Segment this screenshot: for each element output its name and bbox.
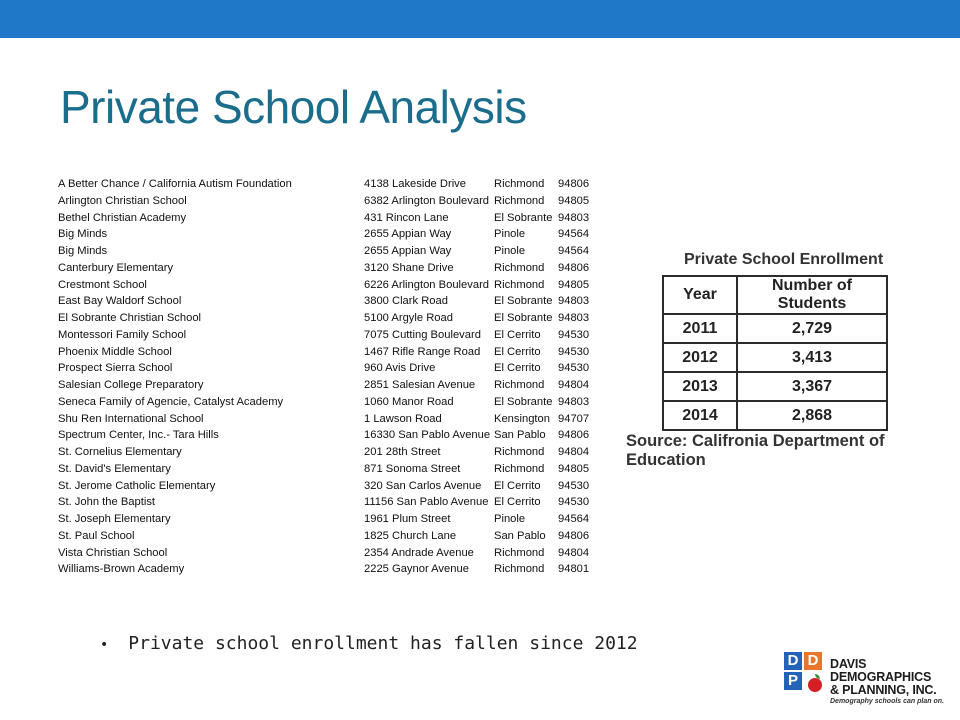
school-zip: 94806 — [558, 178, 590, 190]
school-zip: 94707 — [558, 412, 590, 425]
school-city: Pinole — [494, 228, 526, 241]
school-zip: 94804 — [558, 446, 590, 458]
school-address: 431 Rincon Lane — [364, 211, 449, 224]
slide-title: Private School Analysis — [60, 81, 527, 133]
school-city: El Sobrante — [494, 395, 553, 408]
school-name: A Better Chance / California Autism Foundation — [58, 178, 292, 190]
school-name: Crestmont School — [58, 278, 147, 291]
school-address: 320 San Carlos Avenue — [364, 479, 482, 492]
school-city: El Cerrito — [494, 496, 541, 509]
school-name: Canterbury Elementary — [58, 261, 174, 274]
logo-line-1: DAVIS — [830, 657, 867, 671]
enrollment-year: 2011 — [663, 314, 737, 343]
enrollment-year: 2014 — [663, 401, 737, 430]
school-name: Williams-Brown Academy — [58, 563, 185, 576]
school-name: Salesian College Preparatory — [58, 379, 204, 391]
school-address: 6382 Arlington Boulevard — [364, 194, 490, 207]
school-address: 960 Avis Drive — [364, 362, 436, 375]
enrollment-students: 2,729 — [737, 314, 887, 343]
school-city: Richmond — [494, 563, 545, 576]
school-zip: 94803 — [558, 395, 590, 408]
school-zip: 94804 — [558, 379, 590, 391]
school-zip: 94530 — [558, 479, 590, 492]
bullet-text: Private school enrollment has fallen since 2012 — [128, 633, 638, 654]
year-column-header: Year — [663, 276, 737, 314]
school-city: El Cerrito — [494, 479, 541, 492]
enrollment-students: 3,367 — [737, 372, 887, 401]
school-address: 3120 Shane Drive — [364, 261, 454, 274]
school-zip: 94806 — [558, 429, 590, 442]
school-zip: 94805 — [558, 462, 590, 475]
apple-icon — [808, 678, 822, 692]
school-zip: 94805 — [558, 278, 590, 291]
school-city: Richmond — [494, 261, 545, 274]
school-address: 2655 Appian Way — [364, 228, 452, 241]
top-accent-bar — [0, 0, 960, 38]
school-address: 2655 Appian Way — [364, 245, 452, 257]
enrollment-year: 2013 — [663, 372, 737, 401]
school-name: El Sobrante Christian School — [58, 312, 202, 324]
enrollment-header-row — [663, 276, 887, 314]
school-zip: 94530 — [558, 362, 590, 375]
school-zip: 94530 — [558, 328, 590, 341]
school-name: Montessori Family School — [58, 328, 187, 341]
logo-tagline: Demography schools can plan on. — [830, 698, 944, 705]
school-city: El Sobrante — [494, 312, 553, 324]
school-city: Kensington — [494, 412, 550, 425]
school-address: 201 28th Street — [364, 446, 441, 458]
school-zip: 94806 — [558, 261, 590, 274]
school-name: St. Paul School — [58, 529, 135, 542]
school-address: 1 Lawson Road — [364, 412, 442, 425]
school-city: El Sobrante — [494, 211, 553, 224]
bullet-item — [100, 633, 638, 654]
school-name: Seneca Family of Agencie, Catalyst Academy — [58, 395, 284, 408]
school-city: Richmond — [494, 462, 545, 475]
school-name: Prospect Sierra School — [58, 362, 173, 375]
school-address: 16330 San Pablo Avenue — [364, 429, 491, 442]
school-name: Bethel Christian Academy — [58, 211, 187, 224]
school-name: Big Minds — [58, 228, 108, 241]
school-name: St. Cornelius Elementary — [58, 446, 182, 458]
school-city: El Cerrito — [494, 328, 541, 341]
school-city: Richmond — [494, 278, 545, 291]
school-address: 1467 Rifle Range Road — [364, 345, 481, 358]
school-city: Richmond — [494, 178, 545, 190]
enrollment-row — [663, 372, 887, 401]
enrollment-source: Source: Califronia Department of Education — [626, 432, 885, 469]
enrollment-row — [663, 314, 887, 343]
school-address: 1961 Plum Street — [364, 513, 451, 525]
school-address: 3800 Clark Road — [364, 295, 448, 308]
logo-letter-d1: D — [784, 652, 802, 670]
school-zip: 94806 — [558, 529, 590, 542]
school-address: 2851 Salesian Avenue — [364, 379, 476, 391]
school-zip: 94803 — [558, 295, 590, 308]
school-name: St. David's Elementary — [58, 462, 171, 475]
school-city: El Cerrito — [494, 362, 541, 375]
school-name: St. John the Baptist — [58, 496, 156, 509]
school-address: 2354 Andrade Avenue — [364, 546, 474, 559]
school-name: Phoenix Middle School — [58, 345, 172, 358]
school-zip: 94805 — [558, 194, 590, 207]
school-zip: 94803 — [558, 312, 590, 324]
school-address: 4138 Lakeside Drive — [364, 178, 466, 190]
students-column-header: Number of Students — [737, 276, 887, 314]
school-city: Richmond — [494, 379, 545, 391]
school-zip: 94803 — [558, 211, 590, 224]
school-city: Pinole — [494, 513, 526, 525]
school-name: Big Minds — [58, 245, 108, 257]
logo-line-3: & PLANNING, INC. — [830, 683, 937, 697]
enrollment-students: 2,868 — [737, 401, 887, 430]
enrollment-table-title: Private School Enrollment — [684, 251, 884, 268]
school-address: 5100 Argyle Road — [364, 312, 453, 324]
school-city: El Sobrante — [494, 295, 553, 308]
school-name: Vista Christian School — [58, 546, 168, 559]
school-name: St. Jerome Catholic Elementary — [58, 479, 216, 492]
enrollment-row — [663, 343, 887, 372]
school-zip: 94530 — [558, 496, 590, 509]
logo-text — [830, 658, 944, 707]
school-address: 1825 Church Lane — [364, 529, 457, 542]
school-address: 6226 Arlington Boulevard — [364, 278, 490, 291]
school-city: San Pablo — [494, 429, 546, 442]
enrollment-row — [663, 401, 887, 430]
school-zip: 94801 — [558, 563, 590, 576]
school-address: 1060 Manor Road — [364, 395, 454, 408]
logo-letter-d2: D — [804, 652, 822, 670]
school-city: Richmond — [494, 446, 545, 458]
school-address: 871 Sonoma Street — [364, 462, 461, 475]
school-address: 7075 Cutting Boulevard — [364, 328, 481, 341]
logo-line-2: DEMOGRAPHICS — [830, 670, 932, 684]
school-city: San Pablo — [494, 529, 546, 542]
school-zip: 94804 — [558, 546, 590, 559]
school-city: Pinole — [494, 245, 526, 257]
school-name: Arlington Christian School — [58, 194, 187, 207]
school-name: East Bay Waldorf School — [58, 295, 182, 308]
school-zip: 94564 — [558, 228, 590, 241]
school-city: El Cerrito — [494, 345, 541, 358]
school-zip: 94564 — [558, 513, 590, 525]
enrollment-students: 3,413 — [737, 343, 887, 372]
logo-letter-p: P — [784, 672, 802, 690]
school-name: Spectrum Center, Inc.- Tara Hills — [58, 429, 219, 442]
school-name: Shu Ren International School — [58, 412, 204, 425]
bullet-dot-icon: • — [100, 637, 109, 653]
school-name: St. Joseph Elementary — [58, 513, 171, 525]
company-logo — [784, 650, 954, 710]
enrollment-table — [662, 275, 888, 431]
school-address: 11156 San Pablo Avenue — [364, 496, 489, 509]
school-address: 2225 Gaynor Avenue — [364, 563, 469, 576]
enrollment-year: 2012 — [663, 343, 737, 372]
school-city: Richmond — [494, 546, 545, 559]
school-zip: 94564 — [558, 245, 590, 257]
school-zip: 94530 — [558, 345, 590, 358]
school-city: Richmond — [494, 194, 545, 207]
